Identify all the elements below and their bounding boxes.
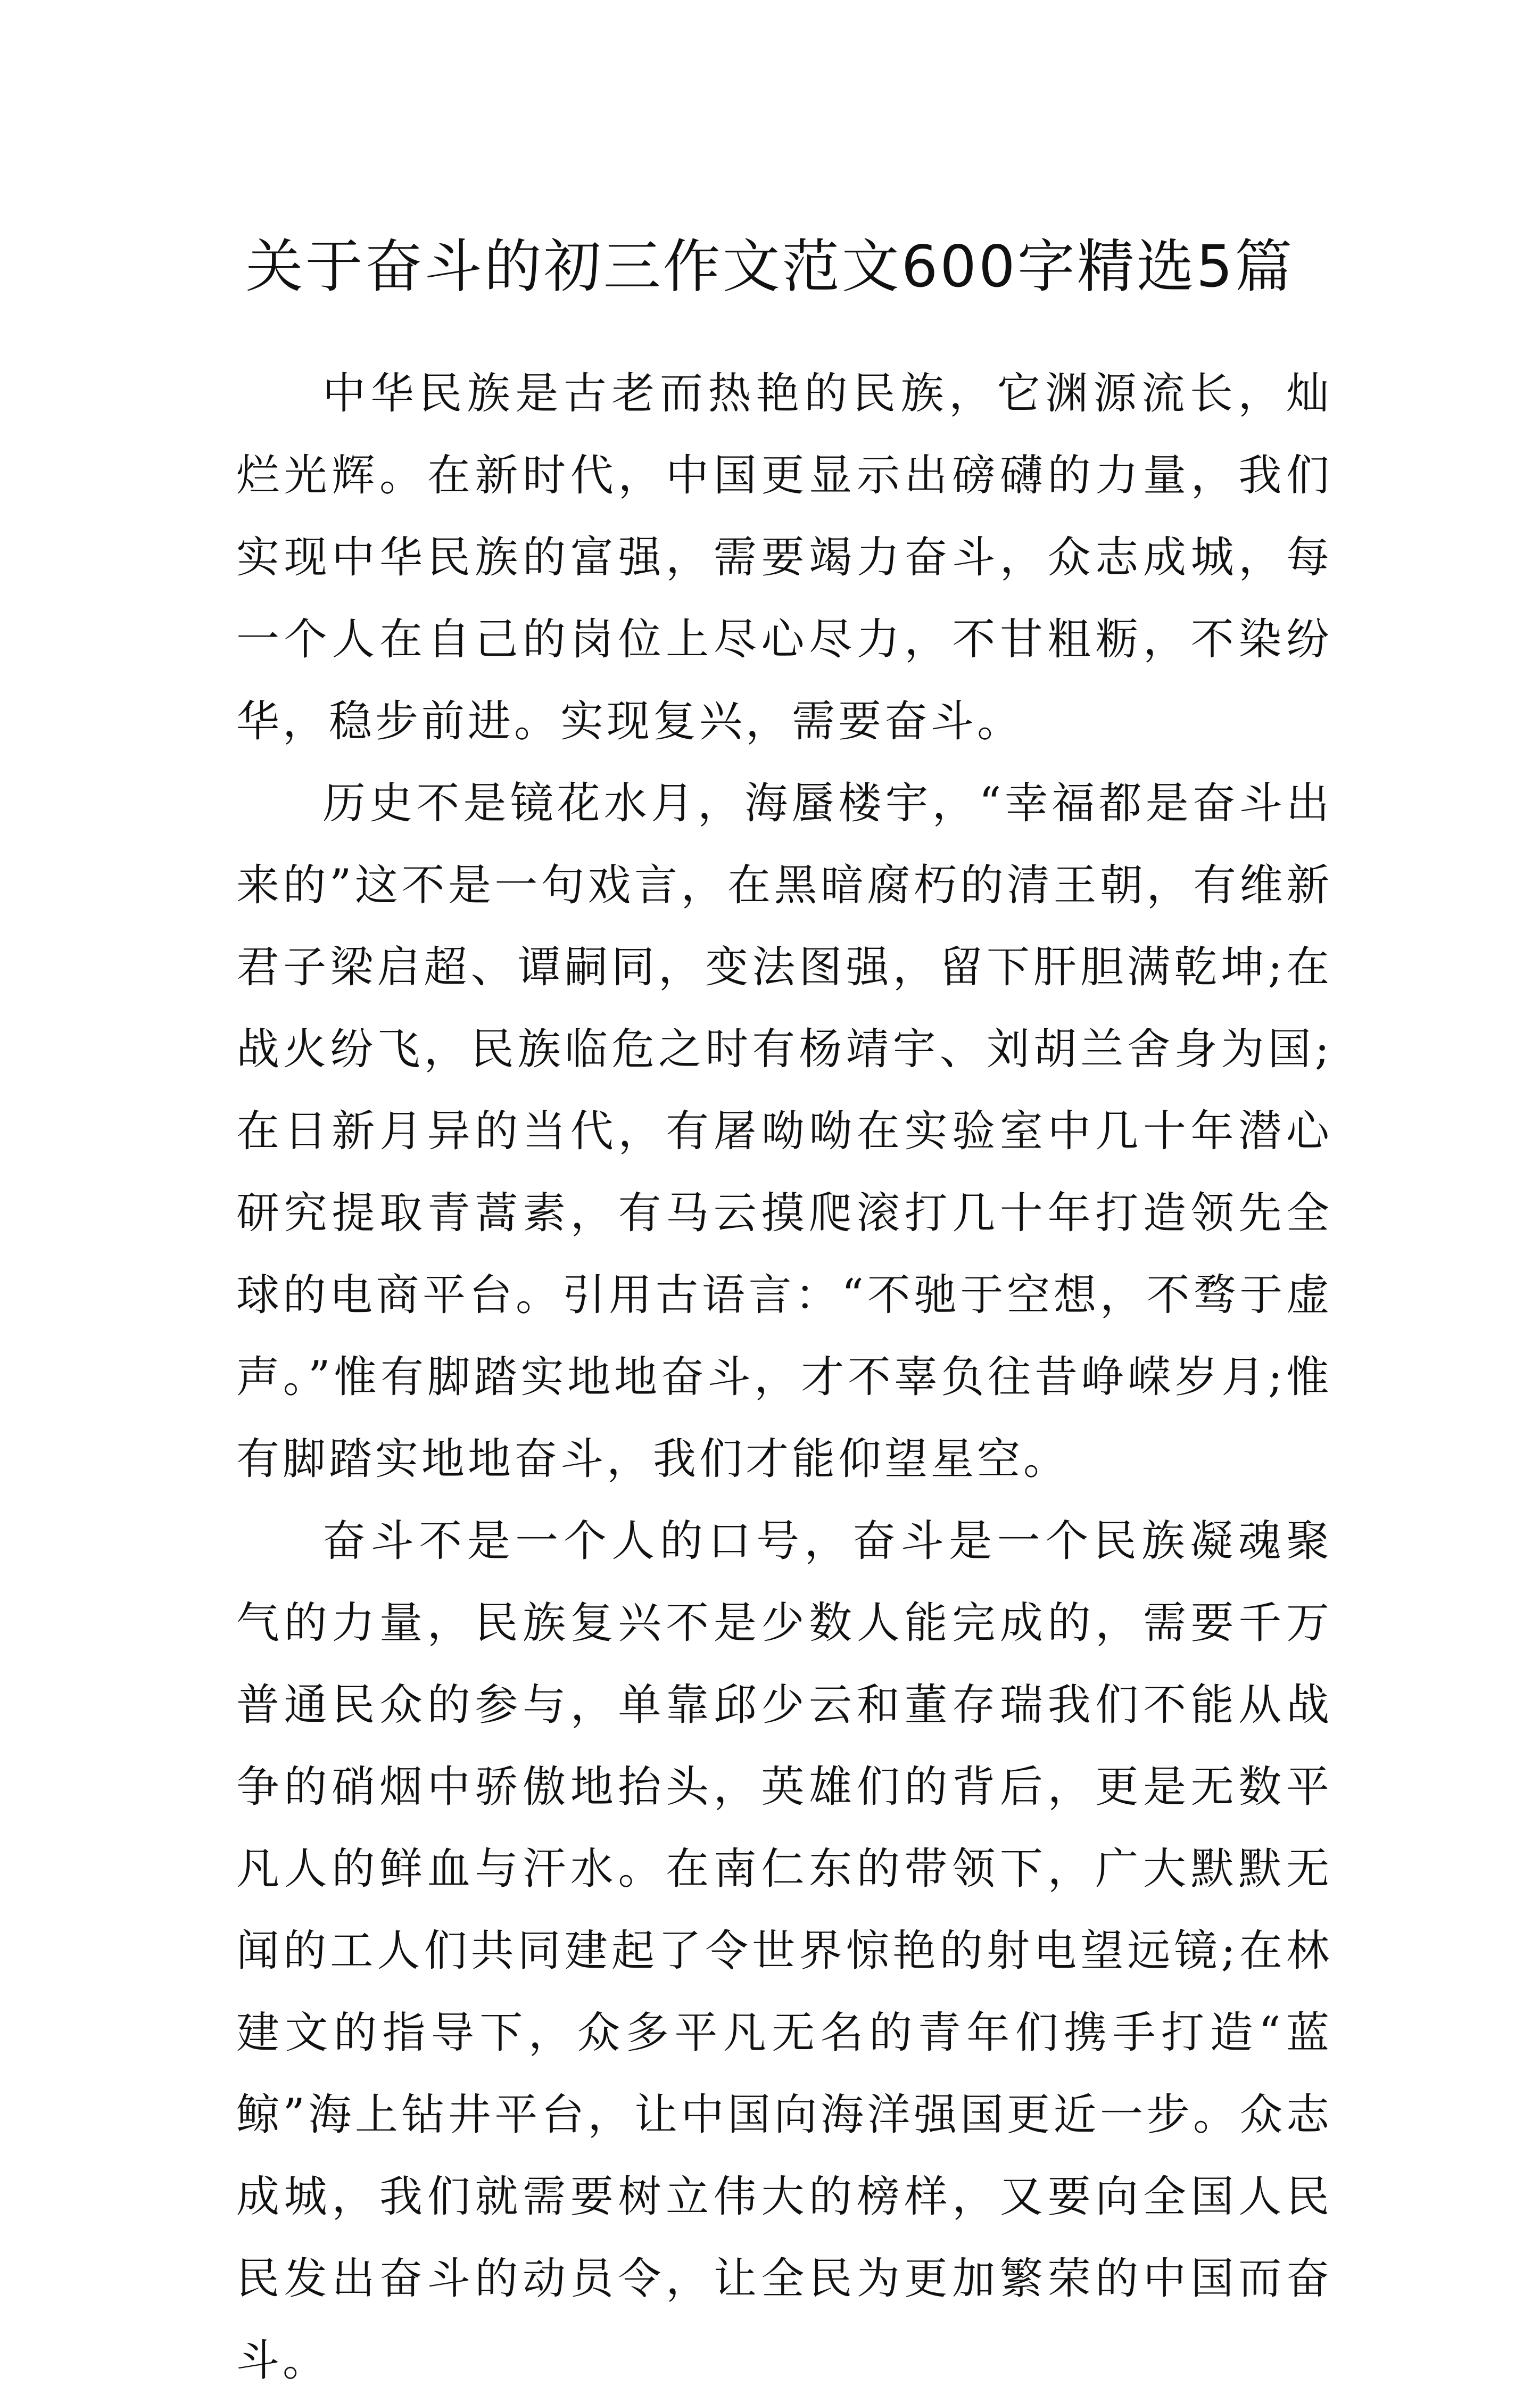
paragraph-2: 历史不是镜花水月，海蜃楼宇，“幸福都是奋斗出来的”这不是一句戏言，在黑暗腐朽的清王朝，有维新君子梁启超、谭嗣同，变法图强，留下肝胆满乾坤;在战火纷飞，民族临危之时有杨靖宇、刘胡兰舍身为国;在日新月异的当代，有屠呦呦在实验室中几十年潜心研究提取青蒿素，有马云摸爬滚打几十年打造领先全球的电商平台。引用古语言：“不驰于空想，不骛于虚声。”惟有脚踏实地地奋斗，才不辜负往昔峥嵘岁月;惟有脚踏实地地奋斗，我们才能仰望星空。 xyxy=(236,779,1332,1484)
paragraph-1: 中华民族是古老而热艳的民族，它渊源流长，灿烂光辉。在新时代，中国更显示出磅礴的力量，我们实现中华民族的富强，需要竭力奋斗，众志成城，每一个人在自己的岗位上尽心尽力，不甘粗粝，不染纷华，稳步前进。实现复兴，需要奋斗。 xyxy=(236,369,1332,747)
paragraph-3: 奋斗不是一个人的口号，奋斗是一个民族凝魂聚气的力量，民族复兴不是少数人能完成的，需要千万普通民众的参与，单靠邱少云和董存瑞我们不能从战争的硝烟中骄傲地抬头，英雄们的背后，更是无数平凡人的鲜血与汗水。在南仁东的带领下，广大默默无闻的工人们共同建起了令世界惊艳的射电望远镜;在林建文的指导下，众多平凡无名的青年们携手打造“蓝鲸”海上钻井平台，让中国向海洋强国更近一步。众志成城，我们就需要树立伟大的榜样，又要向全国人民民发出奋斗的动员令，让全民为更加繁荣的中国而奋斗。 xyxy=(236,1516,1332,2386)
document-title: 关于奋斗的初三作文范文600字精选5篇 xyxy=(245,234,1295,301)
document-body xyxy=(236,353,1332,2402)
